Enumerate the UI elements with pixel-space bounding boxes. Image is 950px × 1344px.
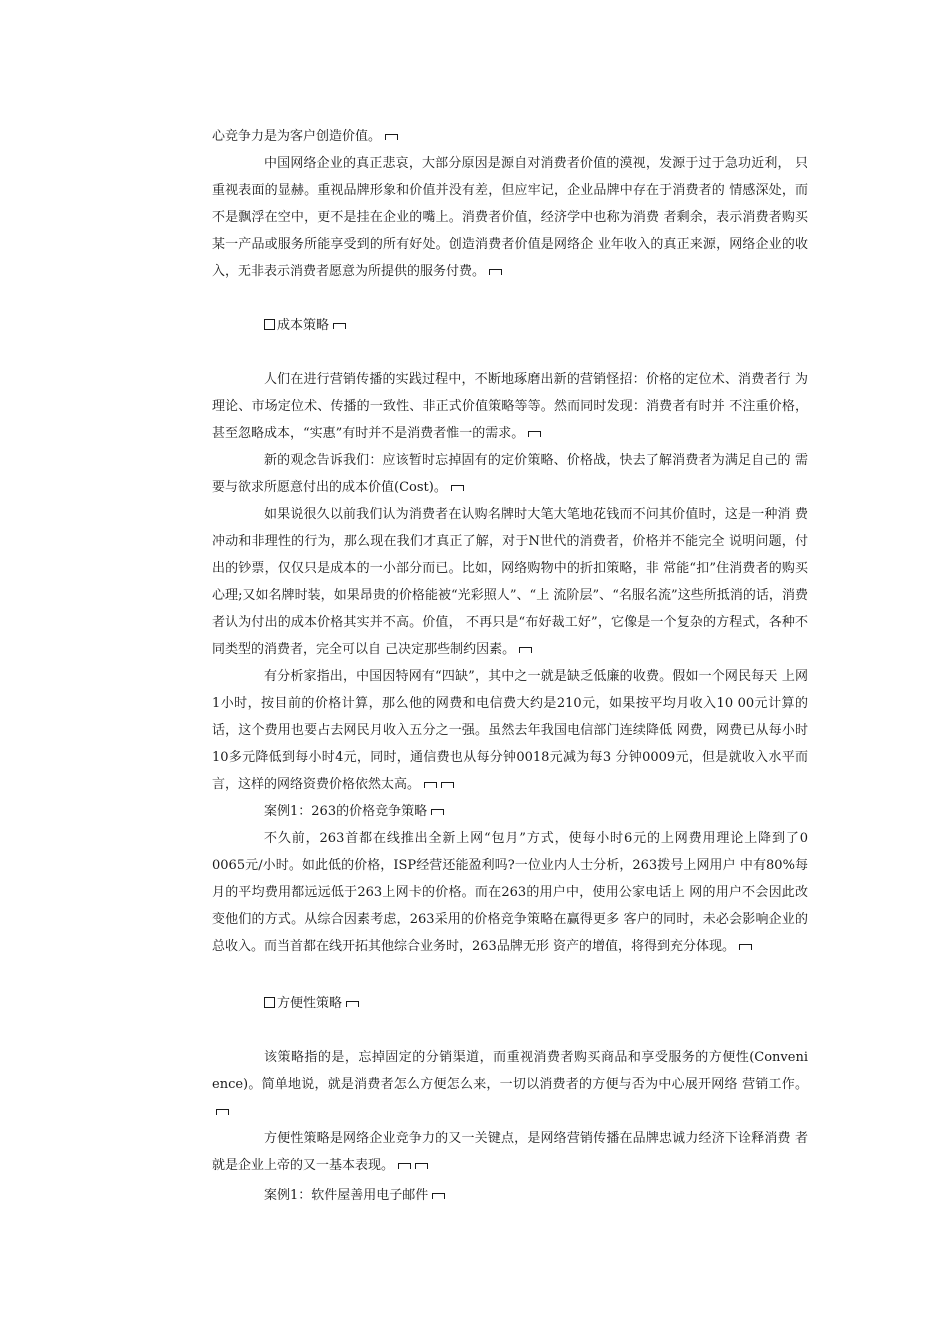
paragraph-mark-icon bbox=[451, 485, 464, 491]
paragraph-mark-icon bbox=[415, 1163, 428, 1169]
paragraph-text: 新的观念告诉我们：应该暂时忘掉固有的定价策略、价格战，快去了解消费者为满足自己的 需要与欲求所愿意付出的成本价值(Cost)。 bbox=[212, 453, 808, 495]
paragraph bbox=[212, 366, 808, 447]
heading-text: 成本策略 bbox=[277, 318, 330, 333]
paragraph-mark-icon bbox=[441, 782, 454, 788]
paragraph-mark-icon bbox=[519, 647, 532, 653]
case-heading bbox=[264, 1186, 445, 1206]
paragraph bbox=[212, 501, 808, 663]
paragraph-text: 如果说很久以前我们认为消费者在认购名牌时大笔大笔地花钱而不问其价值时，这是一种消 费冲动和非理性的行为，那么现在我们才真正了解，对于N世代的消费者，价格并不能完全 说明问题，付出的钞票，仅仅只是成本的一小部分而已。比如，网络购物中的折扣策略，非 常能“扣”住消费者的购买心理;又如名牌时装，如果昂贵的价格能被“光彩照人”、“上 流阶层”、“名服名流”这些所抵消的话，消费者认为付出的成本价格其实并不高。价值， 不再只是“布好裁工好”，它像是一个复杂的方程式，各种不同类型的消费者，完全可以自 己决定那些制约因素。 bbox=[212, 507, 808, 657]
paragraph-mark-icon bbox=[432, 1193, 445, 1199]
paragraph-mark-icon bbox=[398, 1163, 411, 1169]
paragraph-mark-icon bbox=[431, 809, 444, 815]
paragraph-mark-icon bbox=[385, 134, 398, 140]
checkbox-square-icon bbox=[264, 319, 275, 330]
paragraph bbox=[212, 1125, 808, 1179]
text-block-convenience bbox=[212, 1044, 808, 1179]
paragraph bbox=[212, 1044, 808, 1125]
paragraph-mark-icon bbox=[424, 782, 437, 788]
section-heading-cost bbox=[264, 316, 346, 336]
paragraph-text: 该策略指的是，忘掉固定的分销渠道，而重视消费者购买商品和享受服务的方便性(Conveni ence)。简单地说，就是消费者怎么方便怎么来，一切以消费者的方便与否为中心展开网络 营销工作。 bbox=[212, 1050, 808, 1092]
heading-text: 案例1：软件屋善用电子邮件 bbox=[264, 1188, 429, 1203]
paragraph-mark-icon bbox=[216, 1109, 229, 1115]
paragraph-text: 中国网络企业的真正悲哀，大部分原因是源自对消费者价值的漠视，发源于过于急功近利， 只重视表面的显赫。重视品牌形象和价值并没有差，但应牢记，企业品牌中存在于消费者的 情感深处，而不是飘浮在空中，更不是挂在企业的嘴上。消费者价值，经济学中也称为消费 者剩余，表示消费者购买某一产品或服务所能享受到的所有好处。创造消费者价值是网络企 业年收入的真正来源，网络企业的收入，无非表示消费者愿意为所提供的服务付费。 bbox=[212, 156, 808, 279]
paragraph-text: 人们在进行营销传播的实践过程中，不断地琢磨出新的营销怪招：价格的定位术、消费者行 为理论、市场定位术、传播的一致性、非正式价值策略等等。然而同时发现：消费者有时并 不注重价格，甚至忽略成本，“实惠”有时并不是消费者惟一的需求。 bbox=[212, 372, 808, 441]
paragraph-text: 方便性策略是网络企业竞争力的又一关键点，是网络营销传播在品牌忠诚力经济下诠释消费 者就是企业上帝的又一基本表现。 bbox=[212, 1131, 808, 1173]
section-heading-convenience bbox=[264, 994, 359, 1014]
paragraph bbox=[212, 825, 808, 960]
case-title bbox=[212, 798, 808, 825]
paragraph-text: 心竞争力是为客户创造价值。 bbox=[212, 129, 382, 144]
paragraph bbox=[212, 663, 808, 798]
paragraph-mark-icon bbox=[333, 323, 346, 329]
checkbox-square-icon bbox=[264, 997, 275, 1008]
paragraph-mark-icon bbox=[346, 1001, 359, 1007]
paragraph bbox=[212, 123, 808, 150]
paragraph-text: 不久前，263首都在线推出全新上网“包月”方式，使每小时6元的上网费用理论上降到了0 0065元/小时。如此低的价格，ISP经营还能盈利吗?一位业内人士分析，263拨号上网用户 中有80%每月的平均费用都远远低于263上网卡的价格。而在263的用户中，使用公家电话上 网的用户不会因此改变他们的方式。从综合因素考虑，263采用的价格竞争策略在赢得更多 客户的同时，未必会影响企业的总收入。而当首都在线开拓其他综合业务时，263品牌无形 资产的增值，将得到充分体现。 bbox=[212, 831, 808, 954]
paragraph-mark-icon bbox=[739, 944, 752, 950]
paragraph-mark-icon bbox=[528, 431, 541, 437]
paragraph bbox=[212, 447, 808, 501]
heading-text: 方便性策略 bbox=[277, 996, 343, 1011]
text-block-value bbox=[212, 123, 808, 285]
paragraph bbox=[212, 150, 808, 285]
paragraph-mark-icon bbox=[489, 269, 502, 275]
text-block-cost bbox=[212, 366, 808, 960]
paragraph-text: 有分析家指出，中国因特网有“四缺”，其中之一就是缺乏低廉的收费。假如一个网民每天 上网1小时，按目前的价格计算，那么他的网费和电信费大约是210元，如果按平均月收入10 00元计算的话，这个费用也要占去网民月收入五分之一强。虽然去年我国电信部门连续降低 网费，网费已从每小时10多元降低到每小时4元，同时，通信费也从每分钟0018元减为每3 分钟0009元，但是就收入水平而言，这样的网络资费价格依然太高。 bbox=[212, 669, 808, 792]
paragraph-text: 案例1：263的价格竞争策略 bbox=[264, 804, 428, 819]
